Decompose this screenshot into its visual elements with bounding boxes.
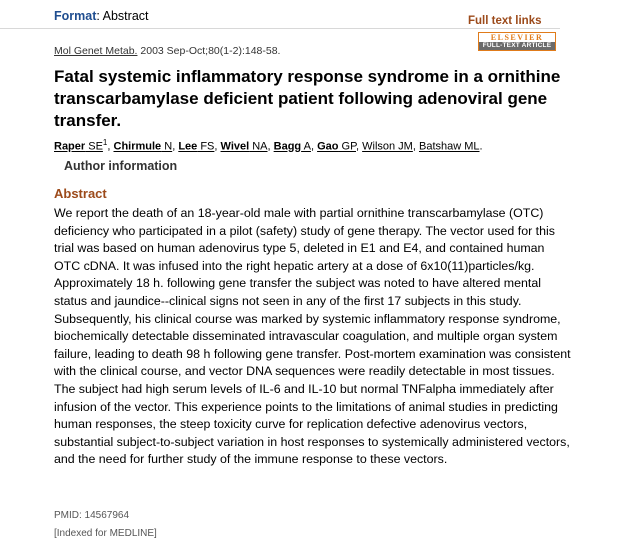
- author-surname: Bagg: [273, 140, 302, 153]
- abstract-heading: Abstract: [54, 186, 107, 201]
- citation-details: 2003 Sep-Oct;80(1-2):148-58.: [137, 45, 281, 57]
- indexed-for-medline: [Indexed for MEDLINE]: [54, 528, 157, 539]
- author-surname: Gao: [317, 140, 339, 153]
- author-link[interactable]: Wivel NA: [220, 140, 268, 153]
- author-link[interactable]: Wilson JM: [362, 140, 413, 153]
- journal-link[interactable]: Mol Genet Metab.: [54, 45, 138, 57]
- format-label[interactable]: Format: [54, 9, 97, 23]
- author-link[interactable]: Chirmule N: [113, 140, 173, 153]
- author-surname: Raper: [54, 140, 86, 153]
- author-link[interactable]: Batshaw ML: [418, 140, 480, 153]
- elsevier-full-text-link[interactable]: [478, 32, 556, 51]
- author-link[interactable]: Bagg A: [273, 140, 311, 153]
- author-affiliation-marker: 1: [102, 138, 108, 147]
- full-text-article-label: FULL-TEXT ARTICLE: [479, 42, 555, 50]
- article-title: Fatal systemic inflammatory response syndrome in a ornithine transcarbamylase deficient patient following adenoviral gene transfer.: [54, 67, 561, 130]
- author-link[interactable]: Lee FS: [178, 140, 215, 153]
- author-surname: Chirmule: [113, 140, 162, 153]
- author-link[interactable]: Gao GP: [317, 140, 356, 153]
- author-surname: Lee: [178, 140, 198, 153]
- format-value: Abstract: [102, 9, 149, 23]
- author-surname: Wivel: [220, 140, 250, 153]
- author-information-label: Author information: [64, 159, 178, 173]
- pmid: PMID: 14567964: [54, 510, 130, 521]
- abstract-text: We report the death of an 18-year-old male with partial ornithine transcarbamylase (OTC) deficiency who participated in a pilot (safety) study of gene therapy. The vector used for this trial was based on human adenovirus type 5, deleted in E1 and E4, and contained human OTC cDNA. It was infused into the right hepatic artery at a dose of 6x10(11)particles/kg. Approximately 18 h. following gene transfer the subject was noted to have altered mental status and jaundice--clinical signs not seen in any of the first 17 subjects in this study. Subsequently, his clinical course was marked by systemic inflammatory response syndrome, biochemically detectable disseminated intravascular coagulation, and multiple organ system failure, leading to death 98 h following gene transfer. Post-mortem examination was consistent with the clinical course, and vector DNA sequences were readily detectable in most tissues. The subject had high serum levels of IL-6 and IL-10 but normal TNFalpha immediately after infusion of the vector. This experience points to the limitations of animal studies in predicting human responses, the steep toxicity curve for replication defective adenovirus vectors, substantial subject-to-subject variation in host responses to systemically administered vectors, and the need for further study of the immune response to these vectors.: [54, 206, 571, 467]
- citation: [54, 45, 280, 57]
- format-selector[interactable]: Format: Abstract: [54, 9, 149, 23]
- format-bar: [0, 0, 560, 29]
- full-text-links-label: Full text links: [468, 15, 542, 27]
- elsevier-logo-text: ELSEVIER: [490, 33, 544, 42]
- author-information-toggle[interactable]: [54, 159, 177, 173]
- author-link[interactable]: Raper SE: [54, 140, 103, 153]
- author-list: Raper $SE^1$, Chirmule N, Lee FS, Wivel NA, Bagg A, Gao GP, Wilson JM, Batshaw ML.: [54, 138, 483, 153]
